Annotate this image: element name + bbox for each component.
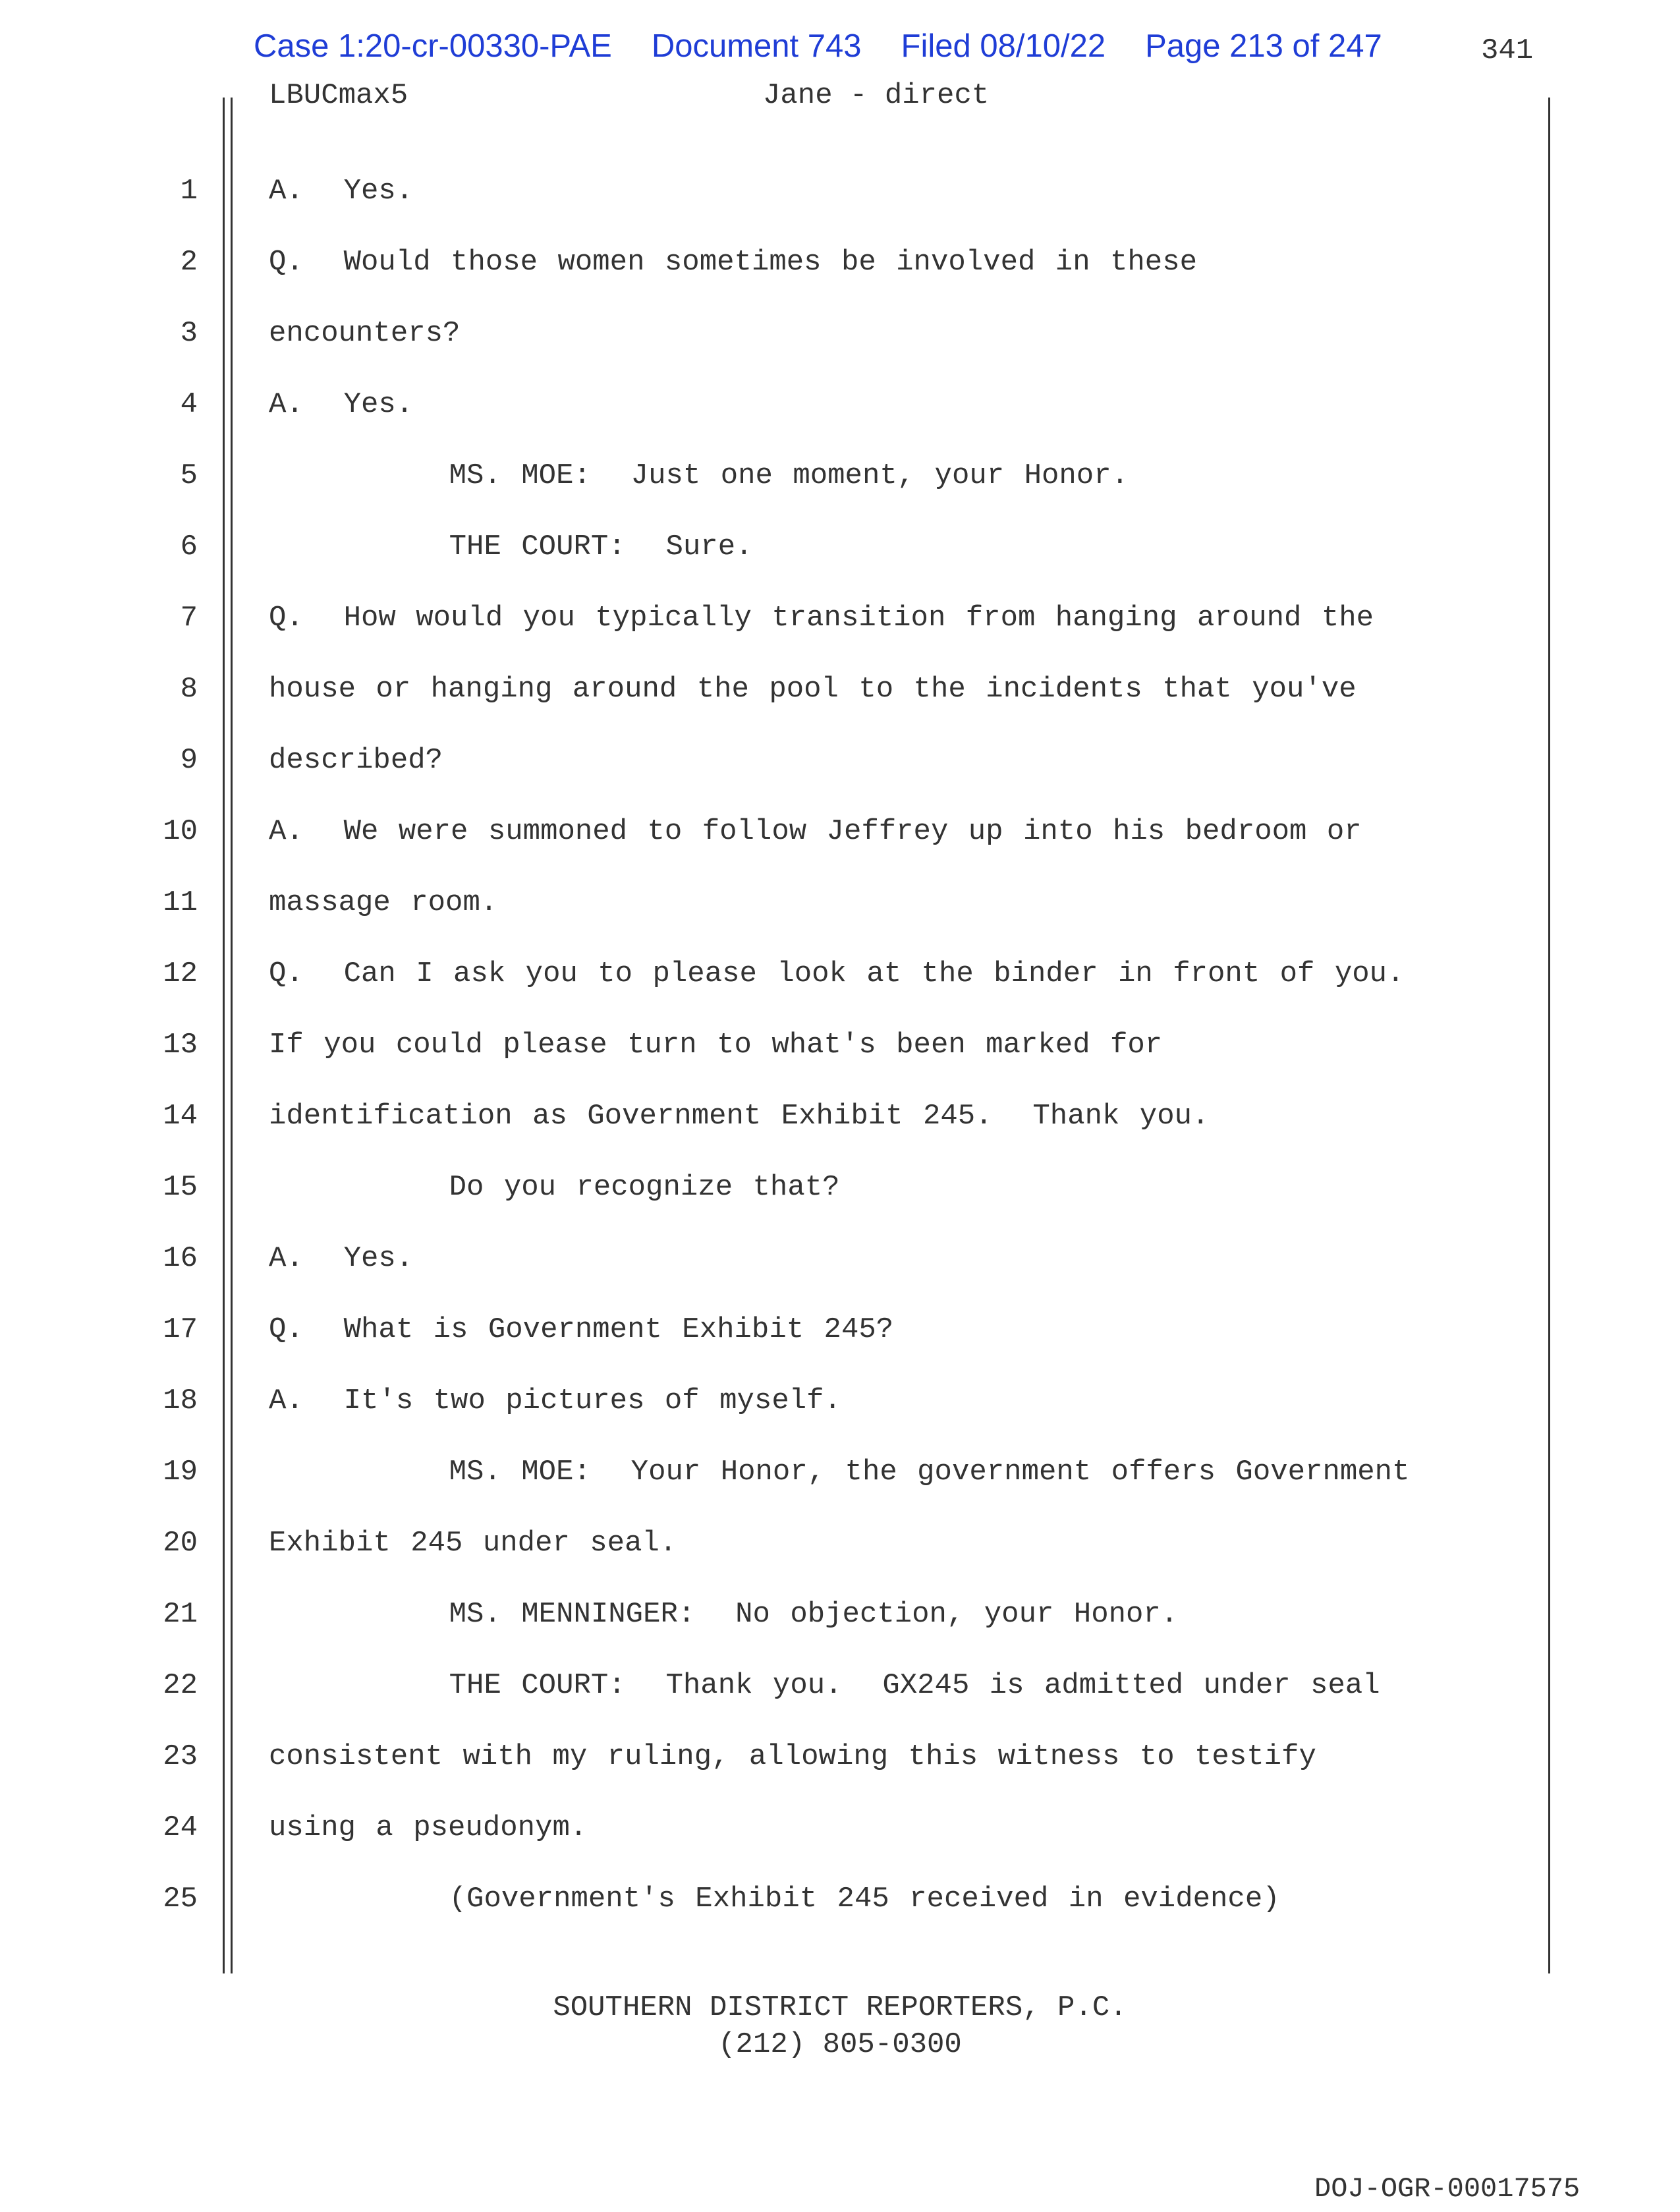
line-number: 12 xyxy=(163,957,198,990)
line-number: 11 xyxy=(163,886,198,919)
line-number: 24 xyxy=(163,1811,198,1844)
line-number: 18 xyxy=(163,1384,198,1417)
line-number: 6 xyxy=(180,530,198,563)
line-number: 21 xyxy=(163,1598,198,1631)
transcript-line: MS. MOE: Just one moment, your Honor. xyxy=(269,459,1129,492)
transcript-line: described? xyxy=(269,744,443,777)
bates-number: DOJ-OGR-00017575 xyxy=(1314,2173,1581,2205)
header-center: Jane - direct xyxy=(763,79,990,112)
line-number: 17 xyxy=(163,1313,198,1346)
transcript-page-number: 341 xyxy=(1481,34,1534,67)
line-number: 14 xyxy=(163,1100,198,1133)
line-number: 23 xyxy=(163,1740,198,1773)
filed-date: Filed 08/10/22 xyxy=(901,28,1106,64)
transcript-line: A. Yes. xyxy=(269,388,414,421)
line-number: 1 xyxy=(180,175,198,208)
line-number: 8 xyxy=(180,673,198,706)
transcript-line: Do you recognize that? xyxy=(269,1171,840,1204)
transcript-line: MS. MENNINGER: No objection, your Honor. xyxy=(269,1598,1179,1631)
line-number: 25 xyxy=(163,1883,198,1915)
line-number: 22 xyxy=(163,1669,198,1702)
line-number: 15 xyxy=(163,1171,198,1204)
line-number: 2 xyxy=(180,246,198,279)
line-number: 5 xyxy=(180,459,198,492)
header-left: LBUCmax5 xyxy=(269,79,408,112)
transcript-line: Q. How would you typically transition from hanging around the xyxy=(269,602,1374,635)
transcript-line: If you could please turn to what's been marked for xyxy=(269,1029,1163,1062)
transcript-line: massage room. xyxy=(269,886,498,919)
case-number: Case 1:20-cr-00330-PAE xyxy=(254,28,612,64)
line-number: 9 xyxy=(180,744,198,777)
transcript-line: identification as Government Exhibit 245. Thank you. xyxy=(269,1100,1210,1133)
transcript-line: MS. MOE: Your Honor, the government offers Government xyxy=(269,1456,1410,1489)
transcript-line: Exhibit 245 under seal. xyxy=(269,1527,677,1560)
transcript-line: THE COURT: Thank you. GX245 is admitted under seal xyxy=(269,1669,1380,1702)
transcript-line: Q. Would those women sometimes be involved in these xyxy=(269,246,1198,279)
line-number: 16 xyxy=(163,1242,198,1275)
reporter-phone: (212) 805-0300 xyxy=(718,2028,962,2061)
left-margin-rule-outer xyxy=(223,98,225,1973)
line-number: 3 xyxy=(180,317,198,350)
transcript-line: house or hanging around the pool to the incidents that you've xyxy=(269,673,1357,706)
reporter-name: SOUTHERN DISTRICT REPORTERS, P.C. xyxy=(553,1991,1127,2024)
line-number: 7 xyxy=(180,602,198,635)
page-count: Page 213 of 247 xyxy=(1145,28,1382,64)
transcript-line: THE COURT: Sure. xyxy=(269,530,753,563)
document-number: Document 743 xyxy=(651,28,862,64)
right-margin-rule xyxy=(1548,98,1550,1973)
line-number: 4 xyxy=(180,388,198,421)
transcript-line: A. Yes. xyxy=(269,1242,414,1275)
transcript-line: Q. What is Government Exhibit 245? xyxy=(269,1313,894,1346)
transcript-line: encounters? xyxy=(269,317,461,350)
case-stamp xyxy=(254,28,1422,65)
transcript-line: consistent with my ruling, allowing this witness to testify xyxy=(269,1740,1316,1773)
line-number: 10 xyxy=(163,815,198,848)
transcript-line: A. We were summoned to follow Jeffrey up into his bedroom or xyxy=(269,815,1362,848)
transcript-line: using a pseudonym. xyxy=(269,1811,588,1844)
transcript-line: (Government's Exhibit 245 received in evidence) xyxy=(269,1883,1280,1915)
line-number: 20 xyxy=(163,1527,198,1560)
line-number: 13 xyxy=(163,1029,198,1062)
transcript-line: Q. Can I ask you to please look at the binder in front of you. xyxy=(269,957,1405,990)
left-margin-rule-inner xyxy=(231,98,233,1973)
transcript-line: A. Yes. xyxy=(269,175,414,208)
transcript-line: A. It's two pictures of myself. xyxy=(269,1384,841,1417)
line-number: 19 xyxy=(163,1456,198,1489)
